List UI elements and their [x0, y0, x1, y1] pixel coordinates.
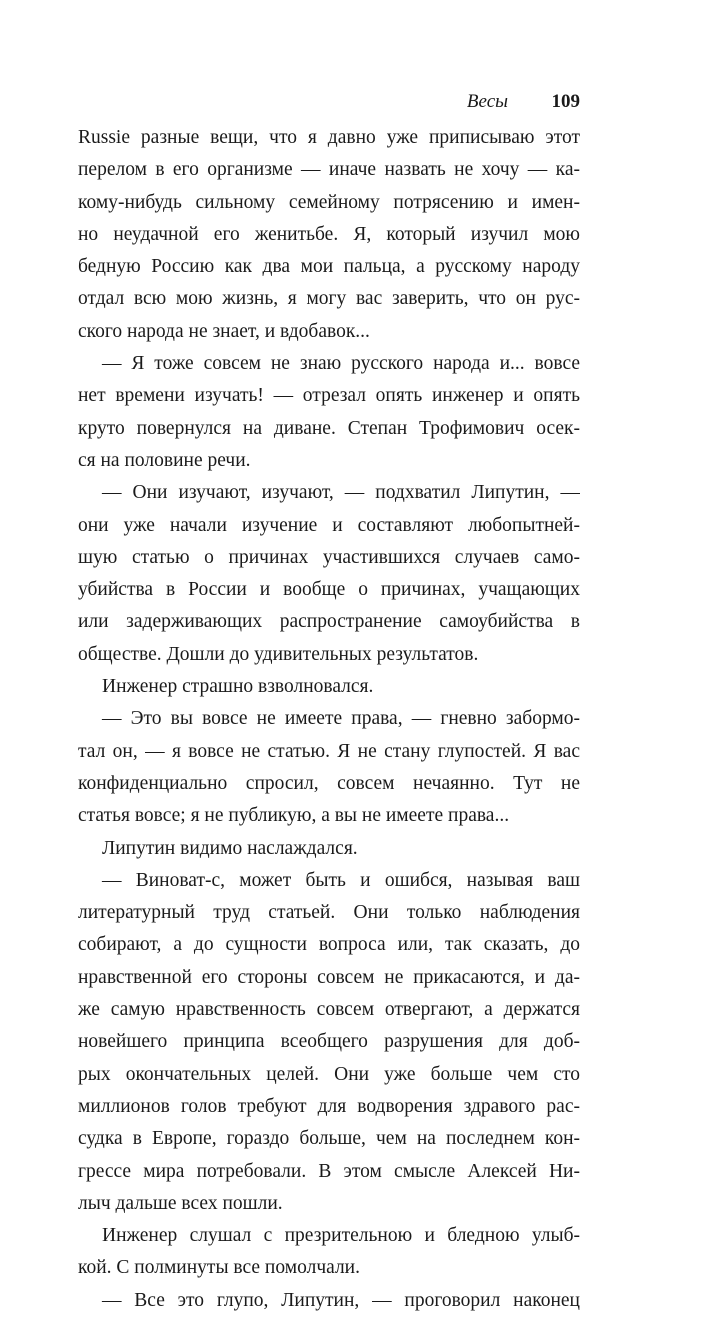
- text-line: но неудачной его женитьбе. Я, который изучил мою: [78, 223, 580, 245]
- text-line: кому-нибудь сильному семейному потрясению и имен-: [78, 191, 580, 213]
- text-line: литературный труд статьей. Они только наблюдения: [78, 902, 580, 924]
- text-line: грессе мира потребовали. В этом смысле Алексей Ни-: [78, 1160, 580, 1182]
- text-line: миллионов голов требуют для водворения здравого рас-: [78, 1095, 580, 1117]
- text-line: конфиденциально спросил, совсем нечаянно. Тут не: [78, 772, 580, 794]
- text-line: нравственной его стороны совсем не прикасаются, и да-: [78, 966, 580, 988]
- text-line: перелом в его организме — иначе назвать не хочу — ка-: [78, 159, 580, 181]
- page-header: [78, 88, 580, 116]
- text-line: — Я тоже совсем не знаю русского народа и... вовсе: [102, 353, 580, 375]
- text-line: новейшего принципа всеобщего разрушения для доб-: [78, 1031, 580, 1053]
- text-line: статья вовсе; я не публикую, а вы не имеете права...: [78, 805, 510, 827]
- text-line: же самую нравственность совсем отвергают, а держатся: [78, 999, 580, 1021]
- text-line: кой. С полминуты все помолчали.: [78, 1257, 360, 1279]
- text-line: или задерживающих распространение самоубийства в: [78, 611, 580, 633]
- text-line: судка в Европе, гораздо больше, чем на последнем кон-: [78, 1128, 580, 1150]
- text-line: лыч дальше всех пошли.: [78, 1192, 283, 1214]
- text-line: рых окончательных целей. Они уже больше чем сто: [78, 1063, 580, 1085]
- text-line: круто повернулся на диване. Степан Трофимович осек-: [78, 417, 580, 439]
- text-line: — Это вы вовсе не имеете права, — гневно забормо-: [102, 708, 580, 730]
- text-line: тал он, — я вовсе не статью. Я не стану глупостей. Я вас: [78, 740, 580, 762]
- page-number: 109: [551, 91, 580, 112]
- text-line: ского народа не знает, и вдобавок...: [78, 320, 370, 342]
- text-line: ся на половине речи.: [78, 449, 251, 471]
- text-line: — Они изучают, изучают, — подхватил Липутин, —: [102, 482, 580, 504]
- text-line: Инженер слушал с презрительною и бледною улыб-: [102, 1225, 580, 1247]
- text-line: они уже начали изучение и составляют любопытней-: [78, 514, 580, 536]
- text-body: [78, 122, 580, 1317]
- text-line: — Все это глупо, Липутин, — проговорил наконец: [102, 1289, 580, 1311]
- text-line: бедную Россию как два мои пальца, а русскому народу: [78, 256, 580, 278]
- running-title: Весы: [466, 91, 508, 112]
- text-line: убийства в России и вообще о причинах, учащающих: [78, 579, 580, 601]
- text-line: — Виноват-с, может быть и ошибся, называя ваш: [102, 869, 580, 891]
- text-line: Russie разные вещи, что я давно уже приписываю этот: [78, 127, 580, 148]
- text-line: нет времени изучать! — отрезал опять инженер и опять: [78, 385, 580, 407]
- text-line: шую статью о причинах участившихся случаев само-: [78, 546, 580, 568]
- text-line: отдал всю мою жизнь, я могу вас заверить, что он рус-: [78, 288, 580, 310]
- text-line: Инженер страшно взволновался.: [102, 676, 374, 698]
- text-line: собирают, а до сущности вопроса или, так сказать, до: [78, 934, 580, 956]
- text-line: Липутин видимо наслаждался.: [102, 837, 358, 859]
- text-line: обществе. Дошли до удивительных результатов.: [78, 643, 479, 665]
